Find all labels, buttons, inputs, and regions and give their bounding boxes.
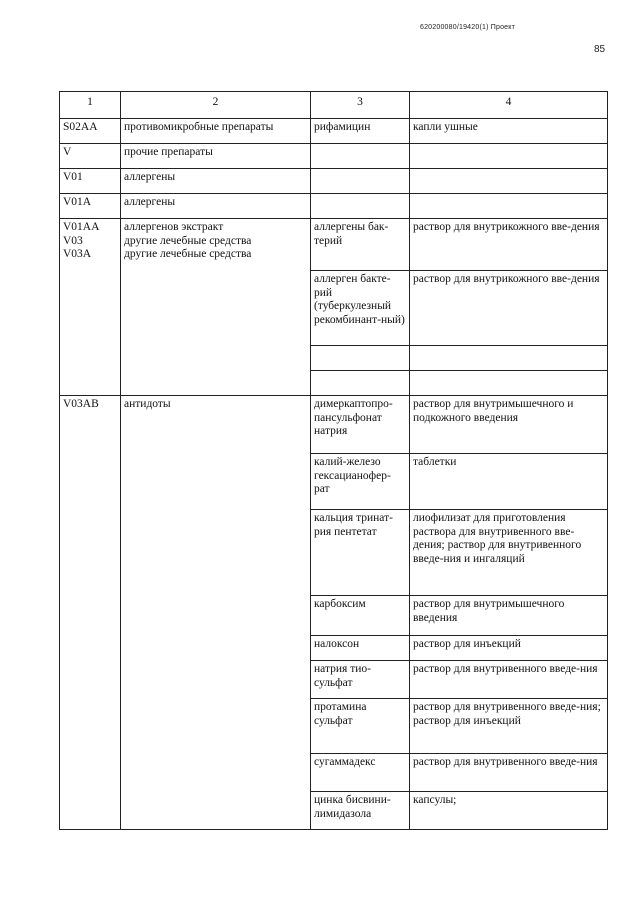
table-row xyxy=(60,194,608,219)
group-name: другие лечебные средства xyxy=(124,234,252,247)
atc-code: S02AA xyxy=(63,121,98,133)
group-cell xyxy=(121,396,311,830)
dosage-form: таблетки xyxy=(410,454,608,510)
group-cell xyxy=(121,219,311,396)
drug-name xyxy=(311,169,410,194)
table-row xyxy=(60,169,608,194)
page-number: 85 xyxy=(594,44,606,55)
atc-code: V xyxy=(63,146,72,158)
dosage-form: раствор для внутрикожного вве-дения xyxy=(410,271,608,346)
dosage-form xyxy=(410,346,608,371)
drug-name: налоксон xyxy=(311,636,410,661)
dosage-form xyxy=(410,169,608,194)
group-cell xyxy=(121,144,311,169)
table-header-row xyxy=(60,92,608,119)
group-name: аллергены xyxy=(124,171,176,183)
drug-name: сугаммадекс xyxy=(311,754,410,792)
atc-code-cell xyxy=(60,169,121,194)
atc-code: V03 xyxy=(63,234,83,247)
drug-name: карбоксим xyxy=(311,596,410,636)
group-name: прочие препараты xyxy=(124,146,213,158)
dosage-form: раствор для внутримышечного и подкожного введения xyxy=(410,396,608,454)
group-name: противомикробные препараты xyxy=(124,121,274,133)
atc-code: V01A xyxy=(63,196,92,208)
drug-name: димеркаптопро-пансульфонат натрия xyxy=(311,396,410,454)
column-header-4: 4 xyxy=(410,92,608,119)
drug-name: аллергены бак-терий xyxy=(311,219,410,271)
drug-name xyxy=(311,371,410,396)
dosage-form: лиофилизат для приготовления раствора для внутривенного вве-дения; раствор для внутривенного введе-ния и ингаляций xyxy=(410,510,608,596)
table-row xyxy=(60,144,608,169)
drug-name: калий-железо гексацианофер-рат xyxy=(311,454,410,510)
drug-name: натрия тио-сульфат xyxy=(311,661,410,699)
table-row xyxy=(60,396,608,454)
column-header-2: 2 xyxy=(121,92,311,119)
group-cell xyxy=(121,169,311,194)
dosage-form: раствор для внутривенного введе-ния xyxy=(410,661,608,699)
atc-code: V03AB xyxy=(63,398,99,410)
dosage-form: раствор для инъекций xyxy=(410,636,608,661)
group-cell xyxy=(121,194,311,219)
dosage-form: раствор для внутривенного введе-ния xyxy=(410,754,608,792)
group-name: аллергенов экстракт xyxy=(124,221,224,233)
drug-name xyxy=(311,346,410,371)
atc-code-cell xyxy=(60,194,121,219)
dosage-form: раствор для внутримышечного введения xyxy=(410,596,608,636)
atc-code-cell xyxy=(60,119,121,144)
table-row xyxy=(60,119,608,144)
drug-name: протамина сульфат xyxy=(311,699,410,754)
drug-name: аллерген бакте-рий (туберкулезный рекомбинант-ный) xyxy=(311,271,410,346)
dosage-form xyxy=(410,194,608,219)
drug-name xyxy=(311,194,410,219)
dosage-form xyxy=(410,144,608,169)
group-name: другие лечебные средства xyxy=(124,248,252,260)
column-header-3: 3 xyxy=(311,92,410,119)
table-row xyxy=(60,219,608,271)
dosage-form: капли ушные xyxy=(410,119,608,144)
dosage-form: раствор для внутривенного введе-ния; раствор для инъекций xyxy=(410,699,608,754)
group-name: аллергены xyxy=(124,196,176,208)
atc-code-cell xyxy=(60,219,121,396)
dosage-form: раствор для внутрикожного вве-дения xyxy=(410,219,608,271)
atc-code: V01 xyxy=(63,171,83,183)
atc-code-cell xyxy=(60,144,121,169)
dosage-form: капсулы; xyxy=(410,792,608,830)
document-id: 620200080/19420(1) Проект xyxy=(420,24,516,31)
drug-name: рифамицин xyxy=(311,119,410,144)
atc-code: V03A xyxy=(63,248,92,260)
column-header-1: 1 xyxy=(60,92,121,119)
group-cell xyxy=(121,119,311,144)
drug-name: кальция тринат-рия пентетат xyxy=(311,510,410,596)
atc-code: V01AA xyxy=(63,221,100,233)
atc-code-cell xyxy=(60,396,121,830)
drug-table xyxy=(59,91,608,830)
group-name: антидоты xyxy=(124,398,171,410)
dosage-form xyxy=(410,371,608,396)
drug-name: цинка бисвини-лимидазола xyxy=(311,792,410,830)
drug-name xyxy=(311,144,410,169)
